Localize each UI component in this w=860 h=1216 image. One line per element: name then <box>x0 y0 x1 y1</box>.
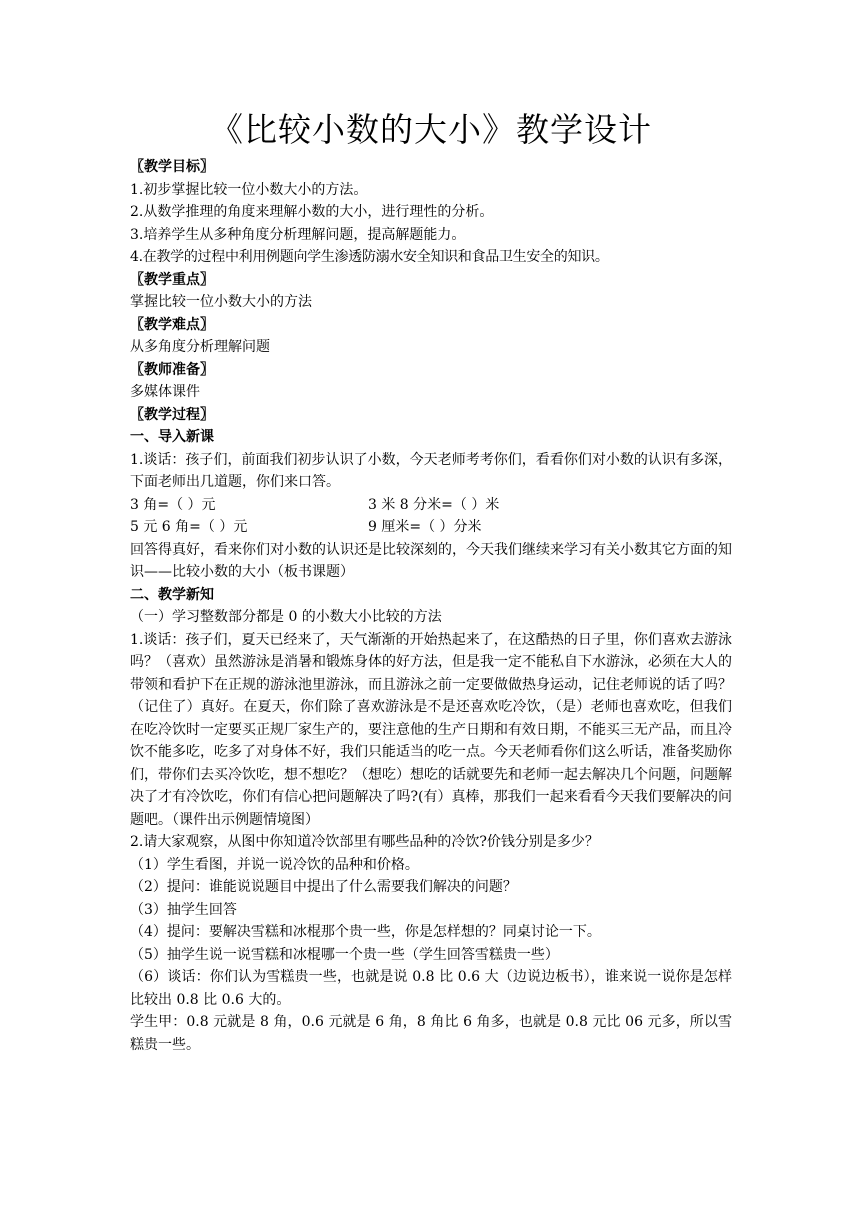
part1-after: 回答得真好，看来你们对小数的认识还是比较深刻的，今天我们继续来学习有关小数其它方面的知识——比较小数的大小（板书课题） <box>130 541 732 580</box>
prep-text: 多媒体课件 <box>130 384 200 400</box>
step-item: （3）抽学生回答 <box>130 901 237 918</box>
goal-item: 1.初步掌握比较一位小数大小的方法。 <box>130 181 368 198</box>
step-item: （4）提问：要解决雪糕和冰棍那个贵一些，你是怎样想的？同桌讨论一下。 <box>130 924 601 940</box>
document-title: 《比较小数的大小》教学设计 <box>210 110 652 149</box>
step-item: （6）谈话：你们认为雪糕贵一些，也就是说 0.8 比 0.6 大（边说边板书），谁来说一说你是怎样比较出 0.8 比 0.6 大的。 <box>130 969 732 1008</box>
student-answer: 学生甲：0.8 元就是 8 角，0.6 元就是 6 角，8 角比 6 角多，也就是 0.8 元比 06 元多，所以雪糕贵一些。 <box>130 1014 732 1053</box>
goal-item: 2.从数学推理的角度来理解小数的大小，进行理性的分析。 <box>130 204 494 220</box>
key-heading: 〖教学重点〗 <box>130 271 214 288</box>
process-heading: 〖教学过程〗 <box>130 406 214 423</box>
exercise-item: 5 元 6 角=（ ）元 <box>130 519 248 535</box>
exercise-item: 3 角=（ ）元 <box>130 496 216 513</box>
exercise-row <box>130 494 732 517</box>
step-item: （5）抽学生说一说雪糕和冰棍哪一个贵一些（学生回答雪糕贵一些） <box>130 946 559 963</box>
part2-observe: 2.请大家观察，从图中你知道冷饮部里有哪些品种的冷饮?价钱分别是多少？ <box>130 834 599 850</box>
part2-subheading: （一）学习整数部分都是 0 的小数大小比较的方法 <box>130 609 442 625</box>
exercise-item: 3 米 8 分米=（ ）米 <box>368 496 500 513</box>
part1-intro: 1.谈话：孩子们，前面我们初步认识了小数，今天老师考考你们，看看你们对小数的认识有多深，下面老师出几道题，你们来口答。 <box>130 451 732 490</box>
part2-heading: 二、教学新知 <box>130 586 214 603</box>
exercise-row <box>130 516 732 539</box>
step-item: （1）学生看图，并说一说冷饮的品种和价格。 <box>130 856 419 873</box>
step-item: （2）提问：谁能说说题目中提出了什么需要我们解决的问题？ <box>130 879 517 895</box>
goal-item: 4.在教学的过程中利用例题向学生渗透防溺水安全知识和食品卫生安全的知识。 <box>130 249 609 265</box>
goals-heading: 〖教学目标〗 <box>130 159 214 175</box>
key-text: 掌握比较一位小数大小的方法 <box>130 294 312 310</box>
goal-item: 3.培养学生从多种角度分析理解问题，提高解题能力。 <box>130 226 466 243</box>
difficulty-heading: 〖教学难点〗 <box>130 316 214 333</box>
part2-talk: 1.谈话：孩子们，夏天已经来了，天气渐渐的开始热起来了，在这酷热的日子里，你们喜欢去游泳吗？（喜欢）虽然游泳是消暑和锻炼身体的好方法，但是我一定不能私自下水游泳，必须在大人的带领和看护下在正规的游泳池里游泳，而且游泳之前一定要做做热身运动，记住老师说的话了吗？（记住了）真好。在夏天，你们除了喜欢游泳是不是还喜欢吃冷饮，（是）老师也喜欢吃，但我们在吃冷饮时一定要买正规厂家生产的，要注意他的生产日期和有效日期，不能买三无产品，而且冷饮不能多吃，吃多了对身体不好，我们只能适当的吃一点。今天老师看你们这么听话，准备奖励你们，带你们去买冷饮吃，想不想吃？（想吃）想吃的话就要先和老师一起去解决几个问题，问题解决了才有冷饮吃，你们有信心把问题解决了吗?(有）真棒，那我们一起来看看今天我们要解决的问题吧。（课件出示例题情境图） <box>130 631 732 828</box>
difficulty-text: 从多角度分析理解问题 <box>130 339 270 355</box>
prep-heading: 〖教师准备〗 <box>130 361 214 378</box>
exercise-item: 9 厘米=（ ）分米 <box>368 519 482 535</box>
part1-heading: 一、导入新课 <box>130 429 214 445</box>
document-body <box>130 108 732 1056</box>
